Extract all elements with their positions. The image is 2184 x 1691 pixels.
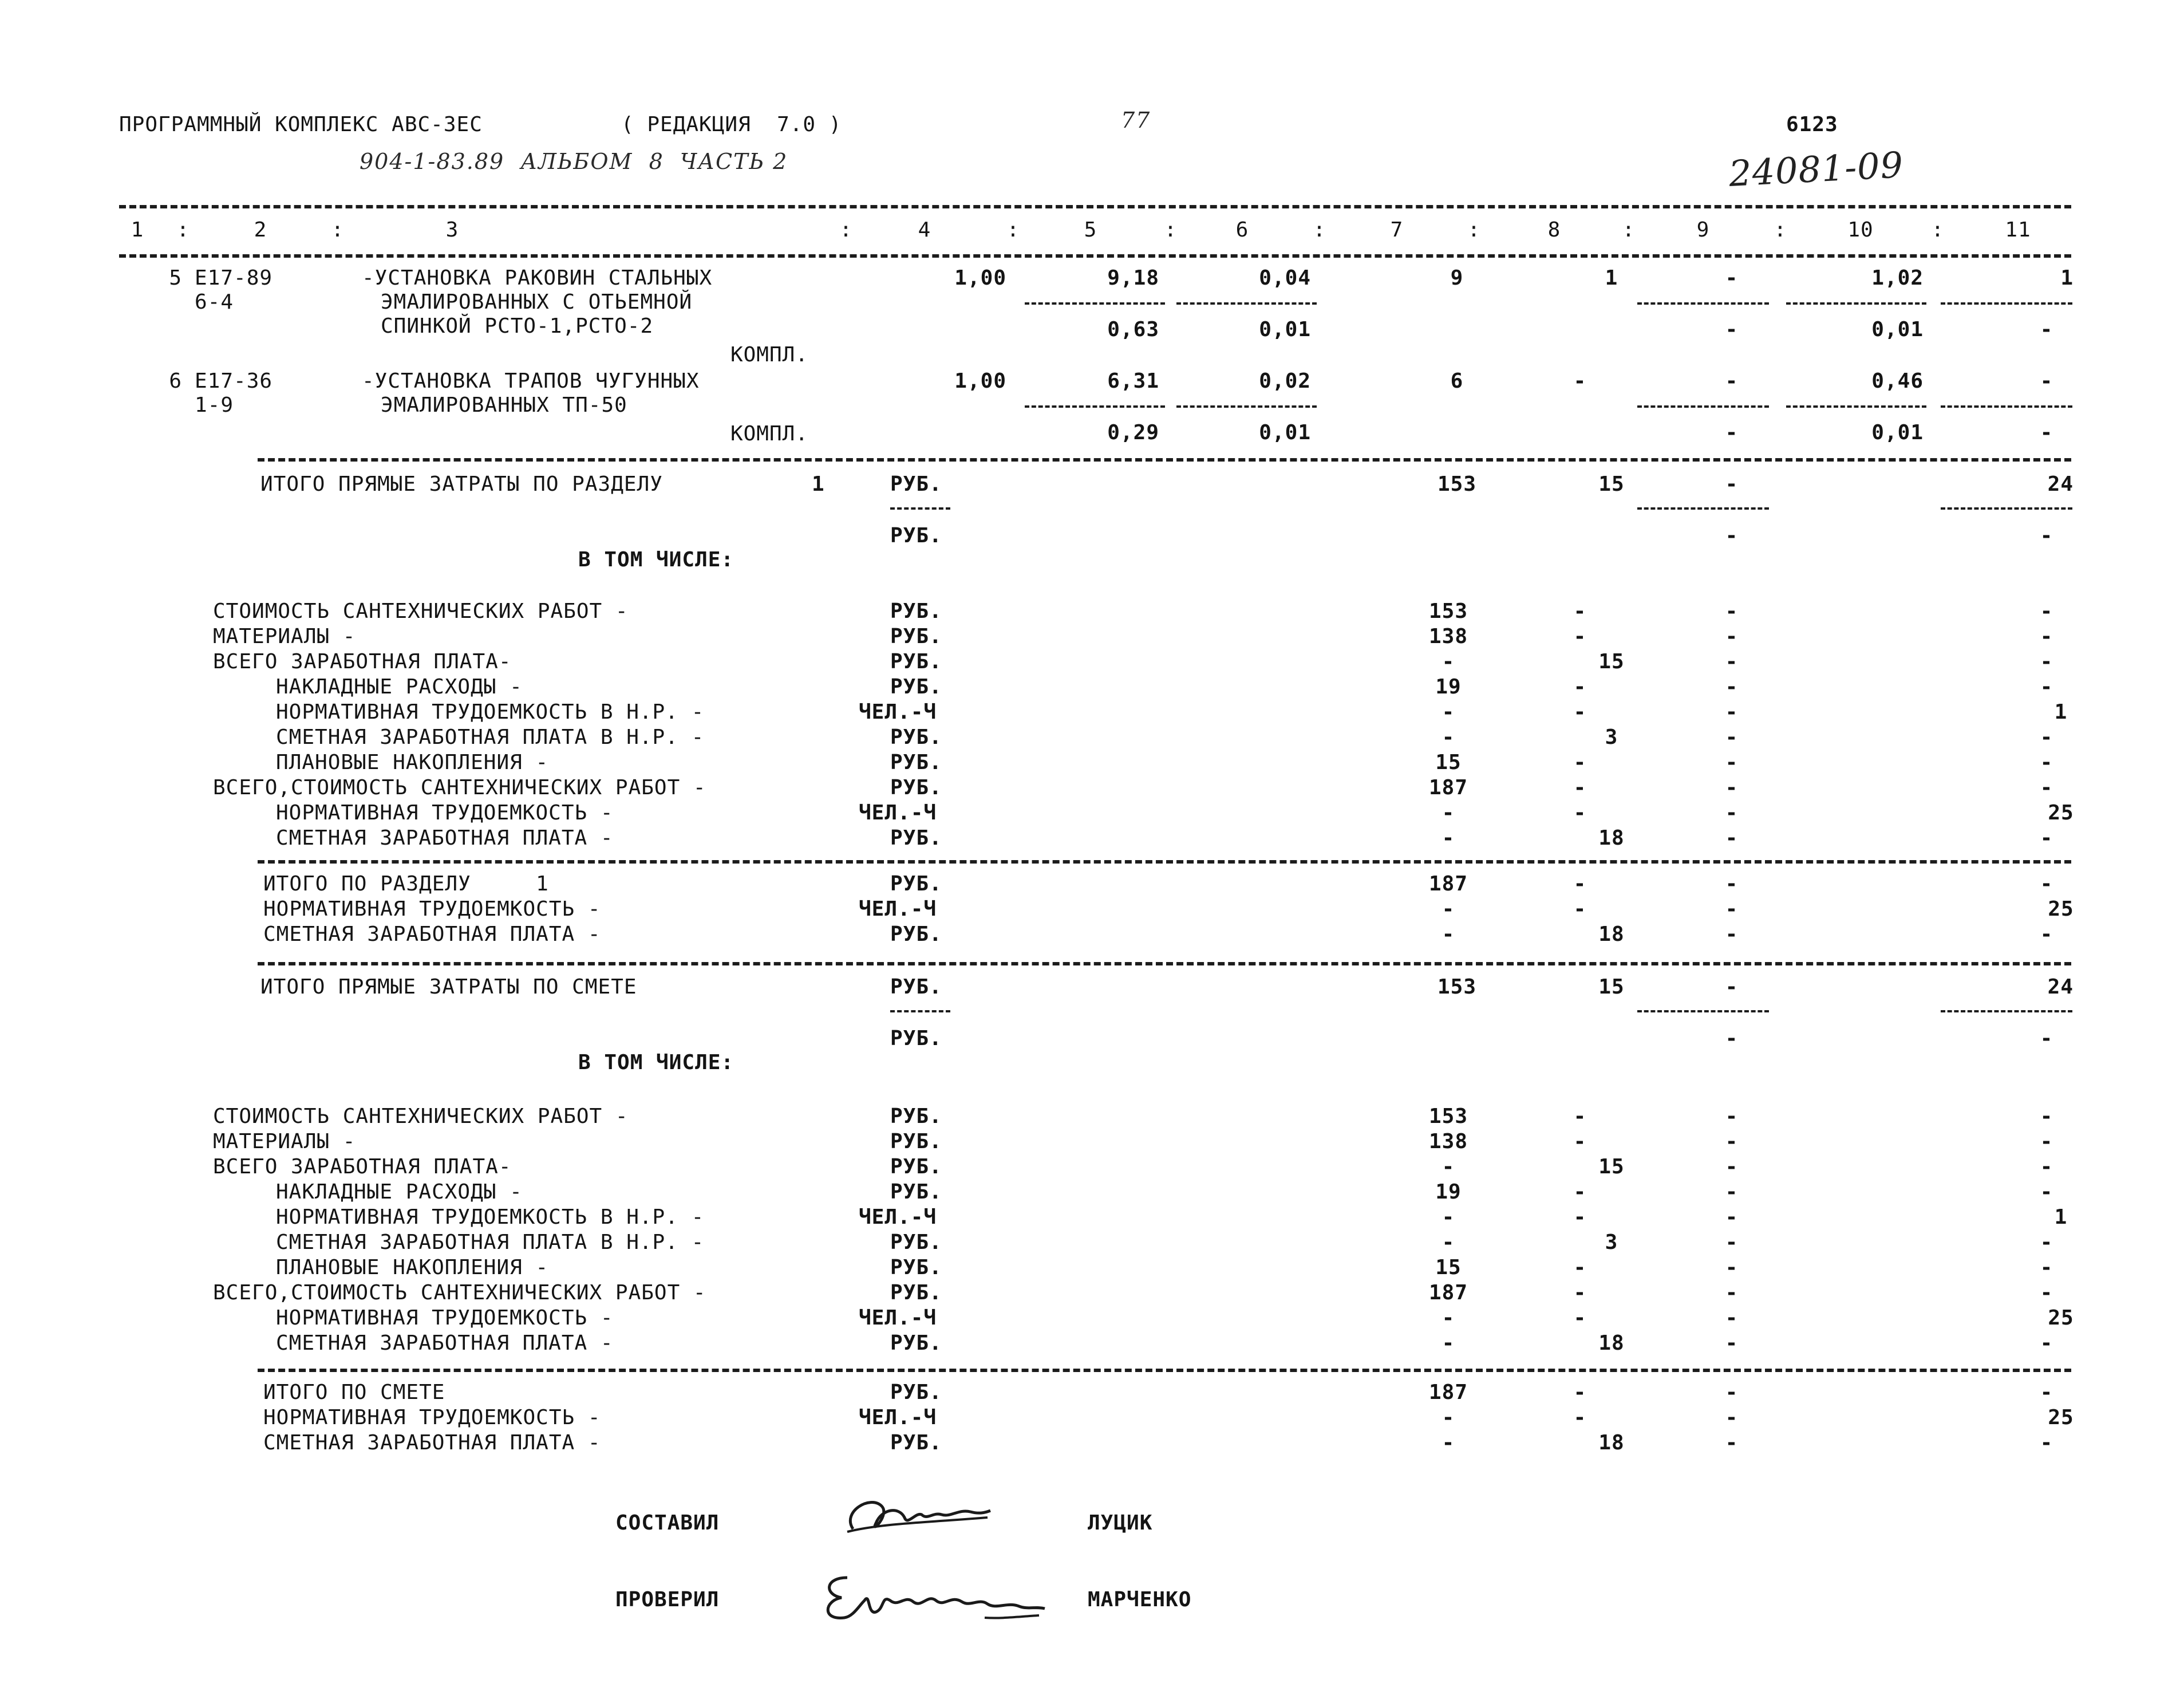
- breakdown-label: СТОИМОСТЬ САНТЕХНИЧЕСКИХ РАБОТ -: [213, 600, 629, 623]
- breakdown-label: НОРМАТИВНАЯ ТРУДОЕМКОСТЬ -: [276, 801, 614, 825]
- breakdown-col7: 153: [1428, 600, 1468, 623]
- breakdown-unit: ЧЕЛ.-Ч: [859, 1205, 937, 1229]
- breakdown-col11: -: [2040, 1105, 2053, 1128]
- breakdown-col11: -: [2040, 650, 2053, 673]
- estimate-direct-col7: 153: [1437, 975, 1477, 999]
- section-rule: [258, 860, 2071, 864]
- breakdown-col7: 19: [1435, 1180, 1462, 1204]
- total-col7: -: [1441, 1406, 1455, 1429]
- estimate-direct-col11: 24: [2047, 975, 2074, 999]
- breakdown-unit: ЧЕЛ.-Ч: [859, 801, 937, 825]
- cell-col9: -: [1725, 266, 1739, 290]
- sub-rule: [1941, 1010, 2072, 1012]
- section-direct-costs-unit: РУБ.: [890, 472, 942, 496]
- total-unit: ЧЕЛ.-Ч: [859, 1406, 937, 1429]
- compiled-signature-image: [836, 1489, 996, 1546]
- breakdown-col11: -: [2040, 751, 2053, 774]
- item-quantity: 1,00: [954, 369, 1006, 393]
- breakdown-col8: -: [1573, 801, 1587, 825]
- album-reference: 904-1-83.89 АЛЬБОМ 8 ЧАСТЬ 2: [360, 149, 788, 174]
- breakdown-col11: -: [2040, 776, 2053, 799]
- breakdown-col9: -: [1725, 1105, 1739, 1128]
- column-header-4: 4: [918, 218, 931, 242]
- total-col7: -: [1441, 923, 1455, 946]
- section-number: 1: [812, 472, 825, 496]
- breakdown-label: МАТЕРИАЛЫ -: [213, 625, 356, 648]
- breakdown-col8: -: [1573, 675, 1587, 699]
- cell-col7: 6: [1450, 369, 1464, 393]
- breakdown-col9: -: [1725, 776, 1739, 799]
- compiled-by-name: ЛУЦИК: [1088, 1511, 1153, 1535]
- total-col11: -: [2040, 1431, 2053, 1455]
- breakdown-col8: -: [1573, 1180, 1587, 1204]
- column-separator: :: [1622, 218, 1636, 242]
- breakdown-col7: -: [1441, 801, 1455, 825]
- breakdown-col7: 138: [1428, 1130, 1468, 1153]
- breakdown-col8: -: [1573, 700, 1587, 724]
- breakdown-unit: РУБ.: [890, 1155, 942, 1178]
- breakdown-col8: 18: [1598, 1331, 1625, 1355]
- breakdown-col9: -: [1725, 1205, 1739, 1229]
- sub-rule: [1025, 405, 1165, 408]
- column-header-2: 2: [254, 218, 267, 242]
- breakdown-col9: -: [1725, 826, 1739, 850]
- breakdown-label: ВСЕГО,СТОИМОСТЬ САНТЕХНИЧЕСКИХ РАБОТ -: [213, 776, 706, 799]
- total-col7: 187: [1428, 872, 1468, 896]
- item-number: 6: [169, 369, 182, 393]
- breakdown-col9: -: [1725, 1331, 1739, 1355]
- cell-col5: 9,18: [1107, 266, 1159, 290]
- breakdown-col7: -: [1441, 826, 1455, 850]
- column-header-5: 5: [1084, 218, 1097, 242]
- cell-col8: -: [1573, 369, 1587, 393]
- breakdown-col9: -: [1725, 726, 1739, 749]
- sub-rule: [1941, 507, 2072, 510]
- breakdown-col11: -: [2040, 1130, 2053, 1153]
- breakdown-col7: 19: [1435, 675, 1462, 699]
- breakdown-unit: РУБ.: [890, 1281, 942, 1304]
- edition-label: ( РЕДАКЦИЯ 7.0 ): [621, 113, 842, 136]
- section-sub-col11: -: [2040, 524, 2053, 547]
- breakdown-col9: -: [1725, 600, 1739, 623]
- sub-rule: [1786, 302, 1926, 305]
- total-col7: -: [1441, 897, 1455, 921]
- page-number: 77: [1121, 108, 1151, 133]
- item-description-line: СПИНКОЙ РСТО-1,РСТО-2: [381, 314, 654, 338]
- document-number: 6123: [1786, 113, 1838, 136]
- breakdown-col9: -: [1725, 1231, 1739, 1254]
- cell-col8: 1: [1605, 266, 1618, 290]
- item-code: Е17-36: [195, 369, 273, 393]
- sub-rule: [1786, 405, 1926, 408]
- total-col8: -: [1573, 1381, 1587, 1404]
- breakdown-col8: -: [1573, 1205, 1587, 1229]
- total-col9: -: [1725, 923, 1739, 946]
- breakdown-unit: РУБ.: [890, 826, 942, 850]
- cell-col11: -: [2040, 318, 2053, 341]
- breakdown-unit: ЧЕЛ.-Ч: [859, 700, 937, 724]
- cell-col6: 0,01: [1259, 421, 1311, 444]
- breakdown-label: ПЛАНОВЫЕ НАКОПЛЕНИЯ -: [276, 751, 549, 774]
- breakdown-col11: -: [2040, 1180, 2053, 1204]
- breakdown-col11: -: [2040, 826, 2053, 850]
- total-col8: -: [1573, 1406, 1587, 1429]
- breakdown-label: ВСЕГО ЗАРАБОТНАЯ ПЛАТА-: [213, 1155, 512, 1178]
- sub-rule: [1176, 302, 1317, 305]
- total-label: НОРМАТИВНАЯ ТРУДОЕМКОСТЬ -: [263, 897, 601, 921]
- program-title: ПРОГРАММНЫЙ КОМПЛЕКС АВС-ЗЕС: [119, 113, 483, 136]
- including-label: В ТОМ ЧИСЛЕ:: [578, 1051, 734, 1074]
- breakdown-col9: -: [1725, 1281, 1739, 1304]
- header-top-rule: [119, 205, 2071, 208]
- breakdown-unit: РУБ.: [890, 1180, 942, 1204]
- breakdown-label: СМЕТНАЯ ЗАРАБОТНАЯ ПЛАТА В Н.Р. -: [276, 726, 705, 749]
- breakdown-unit: РУБ.: [890, 625, 942, 648]
- total-unit: РУБ.: [890, 923, 942, 946]
- breakdown-label: НОРМАТИВНАЯ ТРУДОЕМКОСТЬ -: [276, 1306, 614, 1330]
- stamp-number: 24081-09: [1728, 144, 1905, 195]
- checked-by-name: МАРЧЕНКО: [1088, 1588, 1192, 1611]
- cell-col6: 0,02: [1259, 369, 1311, 393]
- including-label: В ТОМ ЧИСЛЕ:: [578, 548, 734, 571]
- column-separator: :: [176, 218, 190, 242]
- column-header-9: 9: [1696, 218, 1710, 242]
- section-direct-col11: 24: [2047, 472, 2074, 496]
- estimate-sub-col9: -: [1725, 1027, 1739, 1050]
- breakdown-col11: -: [2040, 1231, 2053, 1254]
- breakdown-col9: -: [1725, 1306, 1739, 1330]
- cell-col9: -: [1725, 318, 1739, 341]
- breakdown-col11: -: [2040, 625, 2053, 648]
- total-col9: -: [1725, 872, 1739, 896]
- section-sub-unit: РУБ.: [890, 524, 942, 547]
- total-unit: РУБ.: [890, 1381, 942, 1404]
- breakdown-unit: РУБ.: [890, 1256, 942, 1279]
- breakdown-col11: -: [2040, 600, 2053, 623]
- section-sub-col9: -: [1725, 524, 1739, 547]
- breakdown-col11: -: [2040, 1155, 2053, 1178]
- breakdown-col7: -: [1441, 1231, 1455, 1254]
- breakdown-col9: -: [1725, 1155, 1739, 1178]
- column-separator: :: [331, 218, 345, 242]
- breakdown-col7: -: [1441, 700, 1455, 724]
- column-header-11: 11: [2005, 218, 2031, 242]
- breakdown-unit: РУБ.: [890, 675, 942, 699]
- section-direct-col7: 153: [1437, 472, 1477, 496]
- total-col11: -: [2040, 923, 2053, 946]
- estimate-direct-costs-label: ИТОГО ПРЯМЫЕ ЗАТРАТЫ ПО СМЕТЕ: [260, 975, 637, 999]
- breakdown-col8: -: [1573, 625, 1587, 648]
- breakdown-col8: -: [1573, 1130, 1587, 1153]
- total-col9: -: [1725, 897, 1739, 921]
- column-header-1: 1: [131, 218, 144, 242]
- breakdown-col7: -: [1441, 1205, 1455, 1229]
- item-unit: КОМПЛ.: [730, 343, 808, 366]
- total-col11: -: [2040, 1381, 2053, 1404]
- sub-rule: [1637, 405, 1769, 408]
- breakdown-unit: ЧЕЛ.-Ч: [859, 1306, 937, 1330]
- column-header-6: 6: [1235, 218, 1249, 242]
- breakdown-col8: -: [1573, 1256, 1587, 1279]
- cell-col5: 0,63: [1107, 318, 1159, 341]
- column-separator: :: [839, 218, 853, 242]
- sub-rule: [1941, 302, 2072, 305]
- item-code-sub: 6-4: [195, 290, 234, 314]
- breakdown-col7: 138: [1428, 625, 1468, 648]
- breakdown-col7: 153: [1428, 1105, 1468, 1128]
- total-unit: ЧЕЛ.-Ч: [859, 897, 937, 921]
- estimate-direct-costs-unit: РУБ.: [890, 975, 942, 999]
- sub-rule: [890, 1010, 950, 1012]
- total-unit: РУБ.: [890, 872, 942, 896]
- breakdown-col8: -: [1573, 1105, 1587, 1128]
- breakdown-unit: РУБ.: [890, 650, 942, 673]
- breakdown-col7: 187: [1428, 1281, 1468, 1304]
- breakdown-label: ВСЕГО ЗАРАБОТНАЯ ПЛАТА-: [213, 650, 512, 673]
- compiled-by-label: СОСТАВИЛ: [615, 1511, 720, 1535]
- breakdown-col11: -: [2040, 1331, 2053, 1355]
- breakdown-col7: 15: [1435, 1256, 1462, 1279]
- total-col8: 18: [1598, 923, 1625, 946]
- total-col11: -: [2040, 872, 2053, 896]
- item-quantity: 1,00: [954, 266, 1006, 290]
- total-col8: 18: [1598, 1431, 1625, 1455]
- sub-rule: [1025, 302, 1165, 305]
- total-col9: -: [1725, 1381, 1739, 1404]
- breakdown-unit: РУБ.: [890, 776, 942, 799]
- item-description: -УСТАНОВКА РАКОВИН СТАЛЬНЫХ: [362, 266, 713, 290]
- column-separator: :: [1774, 218, 1787, 242]
- header-bottom-rule: [119, 254, 2071, 258]
- item-description-line: ЭМАЛИРОВАННЫХ ТП-50: [381, 393, 627, 417]
- section-direct-col9: -: [1725, 472, 1739, 496]
- column-separator: :: [1006, 218, 1020, 242]
- item-description-line: ЭМАЛИРОВАННЫХ С ОТЬЕМНОЙ: [381, 290, 693, 314]
- total-col8: -: [1573, 872, 1587, 896]
- breakdown-col7: -: [1441, 650, 1455, 673]
- breakdown-col11: -: [2040, 675, 2053, 699]
- breakdown-label: НАКЛАДНЫЕ РАСХОДЫ -: [276, 675, 523, 699]
- cell-col11: 1: [2060, 266, 2074, 290]
- breakdown-col7: 187: [1428, 776, 1468, 799]
- breakdown-col9: -: [1725, 751, 1739, 774]
- breakdown-col9: -: [1725, 625, 1739, 648]
- column-header-3: 3: [445, 218, 459, 242]
- breakdown-col8: 3: [1605, 726, 1618, 749]
- breakdown-unit: РУБ.: [890, 1331, 942, 1355]
- item-description: -УСТАНОВКА ТРАПОВ ЧУГУННЫХ: [362, 369, 700, 393]
- cell-col5: 6,31: [1107, 369, 1159, 393]
- checked-signature-image: [813, 1566, 1053, 1629]
- column-separator: :: [1164, 218, 1178, 242]
- sub-rule: [1941, 405, 2072, 408]
- total-label: СМЕТНАЯ ЗАРАБОТНАЯ ПЛАТА -: [263, 1431, 601, 1455]
- sub-rule: [1637, 302, 1769, 305]
- breakdown-label: СМЕТНАЯ ЗАРАБОТНАЯ ПЛАТА -: [276, 826, 614, 850]
- sub-rule: [1176, 405, 1317, 408]
- breakdown-label: ВСЕГО,СТОИМОСТЬ САНТЕХНИЧЕСКИХ РАБОТ -: [213, 1281, 706, 1304]
- cell-col5: 0,29: [1107, 421, 1159, 444]
- cell-col10: 0,01: [1871, 421, 1924, 444]
- section-rule: [258, 458, 2071, 462]
- estimate-rule: [258, 962, 2071, 965]
- item-number: 5: [169, 266, 182, 290]
- estimate-sub-unit: РУБ.: [890, 1027, 942, 1050]
- column-separator: :: [1313, 218, 1326, 242]
- breakdown-unit: РУБ.: [890, 1105, 942, 1128]
- cell-col10: 1,02: [1871, 266, 1924, 290]
- section-direct-costs-label: ИТОГО ПРЯМЫЕ ЗАТРАТЫ ПО РАЗДЕЛУ: [260, 472, 663, 496]
- breakdown-col9: -: [1725, 700, 1739, 724]
- breakdown-unit: РУБ.: [890, 1130, 942, 1153]
- checked-by-label: ПРОВЕРИЛ: [615, 1588, 720, 1611]
- breakdown-col9: -: [1725, 675, 1739, 699]
- breakdown-col8: 15: [1598, 650, 1625, 673]
- cell-col9: -: [1725, 421, 1739, 444]
- breakdown-col9: -: [1725, 1130, 1739, 1153]
- estimate-direct-col9: -: [1725, 975, 1739, 999]
- cell-col6: 0,01: [1259, 318, 1311, 341]
- breakdown-col8: 18: [1598, 826, 1625, 850]
- cell-col6: 0,04: [1259, 266, 1311, 290]
- total-col8: -: [1573, 897, 1587, 921]
- breakdown-col11: 1: [2054, 700, 2068, 724]
- column-header-7: 7: [1390, 218, 1404, 242]
- breakdown-col7: -: [1441, 1306, 1455, 1330]
- breakdown-col11: 1: [2054, 1205, 2068, 1229]
- breakdown-label: ПЛАНОВЫЕ НАКОПЛЕНИЯ -: [276, 1256, 549, 1279]
- breakdown-col11: 25: [2048, 801, 2074, 825]
- total-col11: 25: [2048, 897, 2074, 921]
- breakdown-col8: 3: [1605, 1231, 1618, 1254]
- total-col11: 25: [2048, 1406, 2074, 1429]
- breakdown-col11: -: [2040, 1281, 2053, 1304]
- sub-rule: [1637, 507, 1769, 510]
- total-col7: 187: [1428, 1381, 1468, 1404]
- cell-col11: -: [2040, 421, 2053, 444]
- breakdown-col8: 15: [1598, 1155, 1625, 1178]
- section-direct-col8: 15: [1598, 472, 1625, 496]
- column-separator: :: [1931, 218, 1945, 242]
- total-col9: -: [1725, 1406, 1739, 1429]
- breakdown-label: МАТЕРИАЛЫ -: [213, 1130, 356, 1153]
- breakdown-col7: -: [1441, 726, 1455, 749]
- breakdown-label: СТОИМОСТЬ САНТЕХНИЧЕСКИХ РАБОТ -: [213, 1105, 629, 1128]
- cell-col10: 0,01: [1871, 318, 1924, 341]
- breakdown-col11: -: [2040, 1256, 2053, 1279]
- column-header-10: 10: [1847, 218, 1874, 242]
- total-label: НОРМАТИВНАЯ ТРУДОЕМКОСТЬ -: [263, 1406, 601, 1429]
- item-code-sub: 1-9: [195, 393, 234, 417]
- breakdown-col11: -: [2040, 726, 2053, 749]
- total-label: ИТОГО ПО СМЕТЕ: [263, 1381, 445, 1404]
- estimate-direct-col8: 15: [1598, 975, 1625, 999]
- item-unit: КОМПЛ.: [730, 422, 808, 446]
- breakdown-col7: -: [1441, 1155, 1455, 1178]
- estimate-sub-col11: -: [2040, 1027, 2053, 1050]
- cell-col10: 0,46: [1871, 369, 1924, 393]
- breakdown-unit: РУБ.: [890, 600, 942, 623]
- column-separator: :: [1467, 218, 1481, 242]
- breakdown-col8: -: [1573, 751, 1587, 774]
- sub-rule: [890, 507, 950, 510]
- breakdown-col11: 25: [2048, 1306, 2074, 1330]
- breakdown-col7: 15: [1435, 751, 1462, 774]
- breakdown-label: СМЕТНАЯ ЗАРАБОТНАЯ ПЛАТА -: [276, 1331, 614, 1355]
- breakdown-unit: РУБ.: [890, 751, 942, 774]
- breakdown-label: НАКЛАДНЫЕ РАСХОДЫ -: [276, 1180, 523, 1204]
- total-col9: -: [1725, 1431, 1739, 1455]
- total-unit: РУБ.: [890, 1431, 942, 1455]
- breakdown-label: СМЕТНАЯ ЗАРАБОТНАЯ ПЛАТА В Н.Р. -: [276, 1231, 705, 1254]
- breakdown-col8: -: [1573, 776, 1587, 799]
- breakdown-col9: -: [1725, 1180, 1739, 1204]
- breakdown-unit: РУБ.: [890, 726, 942, 749]
- cell-col9: -: [1725, 369, 1739, 393]
- cell-col11: -: [2040, 369, 2053, 393]
- breakdown-col9: -: [1725, 1256, 1739, 1279]
- item-code: Е17-89: [195, 266, 273, 290]
- column-header-8: 8: [1547, 218, 1561, 242]
- breakdown-col8: -: [1573, 600, 1587, 623]
- breakdown-col7: -: [1441, 1331, 1455, 1355]
- total-label: ИТОГО ПО РАЗДЕЛУ 1: [263, 872, 549, 896]
- sub-rule: [1637, 1010, 1769, 1012]
- breakdown-col9: -: [1725, 650, 1739, 673]
- cell-col7: 9: [1450, 266, 1464, 290]
- total-label: СМЕТНАЯ ЗАРАБОТНАЯ ПЛАТА -: [263, 923, 601, 946]
- estimate-rule: [258, 1369, 2071, 1372]
- breakdown-label: НОРМАТИВНАЯ ТРУДОЕМКОСТЬ В Н.Р. -: [276, 1205, 705, 1229]
- total-col7: -: [1441, 1431, 1455, 1455]
- breakdown-col8: -: [1573, 1306, 1587, 1330]
- breakdown-unit: РУБ.: [890, 1231, 942, 1254]
- breakdown-label: НОРМАТИВНАЯ ТРУДОЕМКОСТЬ В Н.Р. -: [276, 700, 705, 724]
- breakdown-col9: -: [1725, 801, 1739, 825]
- breakdown-col8: -: [1573, 1281, 1587, 1304]
